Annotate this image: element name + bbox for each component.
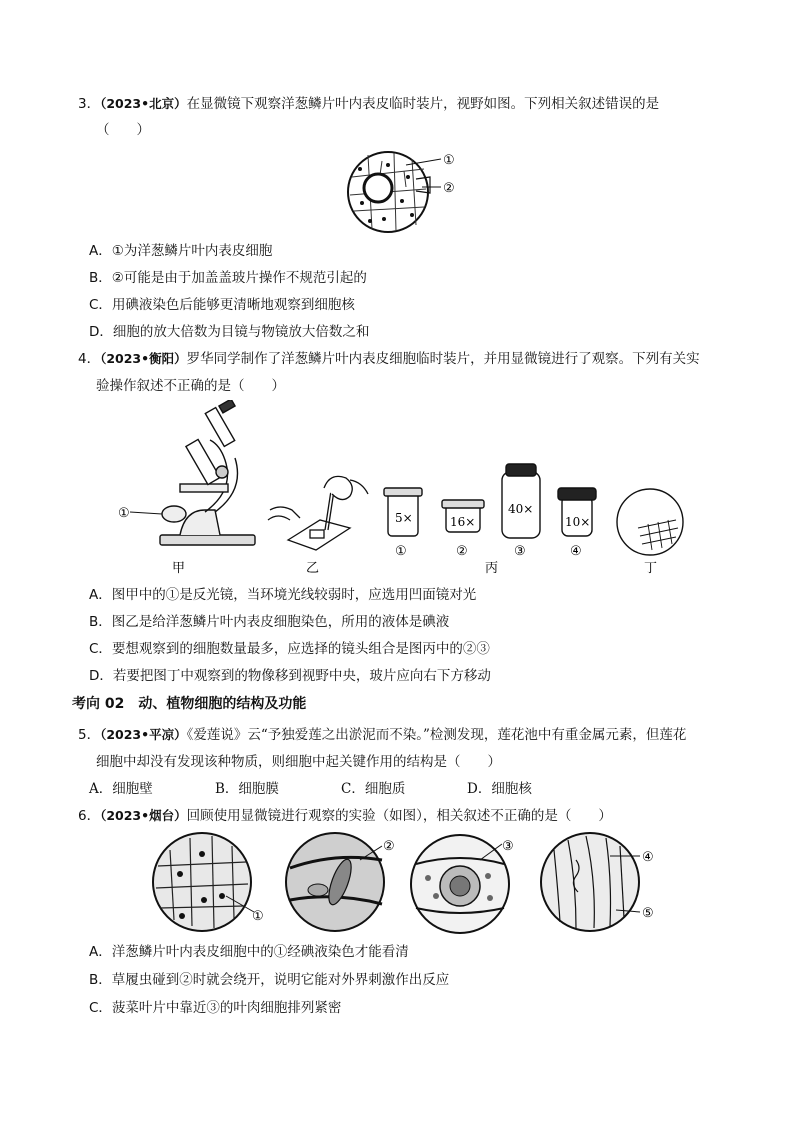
option-text: 用碘液染色后能够更清晰地观察到细胞核 <box>111 297 355 313</box>
q3-stem <box>78 94 659 114</box>
panel-label-jia: 甲 <box>172 561 186 575</box>
option-text: 图甲中的①是反光镜，当环境光线较弱时，应选用凹面镜对光 <box>111 587 477 603</box>
option-label: A． <box>89 587 112 603</box>
q6-micrographs-figure <box>150 830 670 936</box>
option-label: C． <box>89 297 112 313</box>
question-source: （2023•平凉） <box>100 727 187 742</box>
q6-fig-mark-1: ① <box>252 909 264 924</box>
option-label: D． <box>89 668 113 684</box>
option-label: D． <box>467 781 492 797</box>
lens-label-1: 5× <box>395 511 413 525</box>
staining-illustration <box>268 476 368 550</box>
lens-label-2: 16× <box>450 515 476 529</box>
onion-cell-micrograph <box>153 833 264 931</box>
panel-label-bing: 丙 <box>485 561 499 575</box>
question-stem-line1: 在显微镜下观察洋葱鳞片叶内表皮临时装片，视野如图。下列相关叙述错误的是 <box>186 96 660 112</box>
option-text: ①为洋葱鳞片叶内表皮细胞 <box>111 243 273 259</box>
q4-figure <box>110 400 690 575</box>
option-text: 菠菜叶片中靠近③的叶肉细胞排列紧密 <box>111 1000 342 1016</box>
lens-num-1: ① <box>395 544 407 559</box>
q5-stem <box>78 725 686 745</box>
lens-label-3: 40× <box>508 502 534 516</box>
q3-option-a[interactable] <box>89 241 272 261</box>
q6-fig-mark-5: ⑤ <box>642 906 654 921</box>
option-label: C． <box>89 641 112 657</box>
q4-stem <box>78 349 700 369</box>
option-label: B． <box>89 270 112 286</box>
question-stem-line1: 回顾使用显微镜进行观察的实验（如图），相关叙述不正确的是（ ） <box>186 808 612 824</box>
option-label: A． <box>89 781 113 797</box>
q5-options <box>89 779 593 799</box>
question-number: 5． <box>78 727 101 743</box>
microscope-illustration <box>130 400 255 545</box>
option-text: 图乙是给洋葱鳞片叶内表皮细胞染色，所用的液体是碘液 <box>111 614 450 630</box>
q3-option-d[interactable] <box>89 322 369 342</box>
question-number: 6． <box>78 808 101 824</box>
option-label: B． <box>89 972 112 988</box>
question-number: 4． <box>78 351 101 367</box>
q4-option-c[interactable] <box>89 639 490 659</box>
panel-label-yi: 乙 <box>306 561 320 575</box>
q6-fig-mark-3: ③ <box>502 839 514 854</box>
q3-option-c[interactable] <box>89 295 355 315</box>
q5-stem-line2: 细胞中却没有发现该种物质，则细胞中起关键作用的结构是（ ） <box>96 754 501 770</box>
q4-option-b[interactable] <box>89 612 449 632</box>
q4-stem-line2: 验操作叙述不正确的是（ ） <box>96 378 285 394</box>
option-label: A． <box>89 944 112 960</box>
option-label: A． <box>89 243 112 259</box>
q3-fig-mark-2: ② <box>443 181 455 196</box>
paramecium-micrograph <box>286 833 395 931</box>
question-stem-line1: 《爱莲说》云“予独爱莲之出淤泥而不染。”检测发现，莲花池中有重金属元素，但莲花 <box>186 727 687 743</box>
q6-fig-mark-4: ④ <box>642 850 654 865</box>
lens-num-3: ③ <box>514 544 526 559</box>
option-text: 洋葱鳞片叶内表皮细胞中的①经碘液染色才能看清 <box>111 944 409 960</box>
section-heading: 考向 02 动、植物细胞的结构及功能 <box>72 696 307 712</box>
q4-option-a[interactable] <box>89 585 476 605</box>
option-text: 细胞膜 <box>238 781 279 797</box>
q6-stem <box>78 806 612 826</box>
question-source: （2023•衡阳） <box>100 351 187 366</box>
leaf-section-micrograph <box>411 835 514 933</box>
lens-num-4: ④ <box>570 544 582 559</box>
option-text: 细胞壁 <box>112 781 153 797</box>
option-label: B． <box>215 781 239 797</box>
q3-microscope-view-figure <box>346 147 476 239</box>
option-text: 细胞质 <box>364 781 406 797</box>
option-text: ②可能是由于加盖盖玻片操作不规范引起的 <box>111 270 367 286</box>
lens-num-2: ② <box>456 544 468 559</box>
option-text: 细胞核 <box>491 781 532 797</box>
option-label: B． <box>89 614 112 630</box>
lens-label-4: 10× <box>565 515 591 529</box>
q3-fig-mark-1: ① <box>443 153 455 168</box>
q6-option-a[interactable] <box>89 942 409 962</box>
question-number: 3． <box>78 96 101 112</box>
q5-option-c[interactable] <box>341 779 467 799</box>
panel-label-ding: 丁 <box>644 561 658 575</box>
q5-option-b[interactable] <box>215 779 341 799</box>
field-of-view-illustration <box>617 489 683 555</box>
option-text: 草履虫碰到②时就会绕开，说明它能对外界刺激作出反应 <box>111 972 450 988</box>
q5-option-d[interactable] <box>467 779 593 799</box>
q6-option-b[interactable] <box>89 970 449 990</box>
question-source: （2023•北京） <box>100 96 187 111</box>
q6-fig-mark-2: ② <box>383 839 395 854</box>
q5-option-a[interactable] <box>89 779 215 799</box>
option-text: 若要把图丁中观察到的物像移到视野中央，玻片应向右下方移动 <box>112 668 491 684</box>
question-stem-line1: 罗华同学制作了洋葱鳞片叶内表皮细胞临时装片，并用显微镜进行了观察。下列有关实 <box>186 351 700 367</box>
q3-stem-line2: （ ） <box>96 122 150 138</box>
option-text: 细胞的放大倍数为目镜与物镜放大倍数之和 <box>112 324 370 340</box>
q4-fig-mark-1: ① <box>118 506 130 521</box>
question-source: （2023•烟台） <box>100 808 187 823</box>
q6-option-c[interactable] <box>89 998 341 1018</box>
option-text: 要想观察到的细胞数量最多，应选择的镜头组合是图丙中的②③ <box>111 641 490 657</box>
q3-option-b[interactable] <box>89 268 367 288</box>
q4-option-d[interactable] <box>89 666 491 686</box>
tissue-micrograph <box>541 833 654 931</box>
option-label: C． <box>89 1000 112 1016</box>
option-label: D． <box>89 324 113 340</box>
option-label: C． <box>341 781 365 797</box>
